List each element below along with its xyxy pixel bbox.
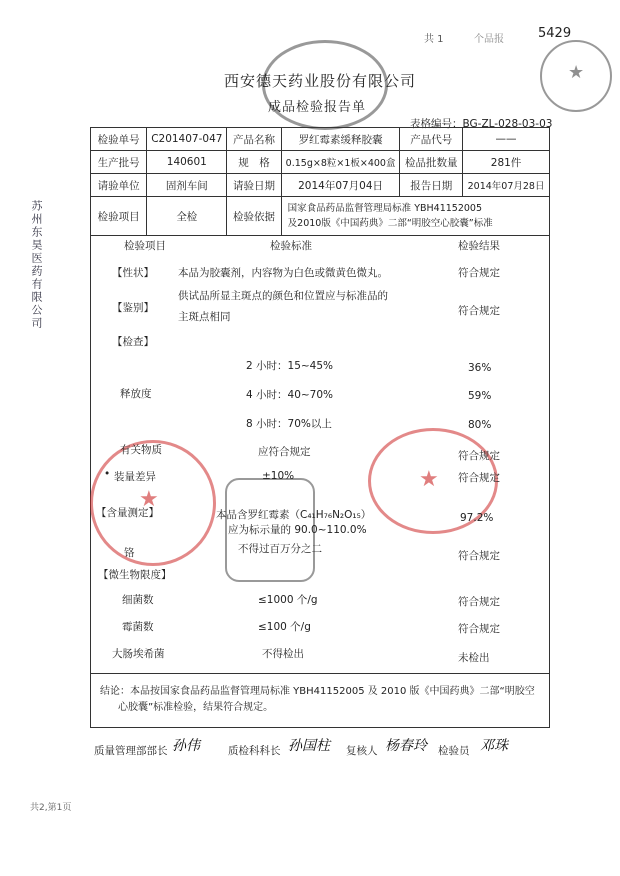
doc-number: 5429	[538, 26, 572, 41]
basis-line-1: 国家食品药品监督管理局标准 YBH41152005	[287, 203, 483, 214]
item-e-coli: 大肠埃希菌	[112, 648, 165, 660]
info-cell: 2014年07月28日	[463, 174, 550, 197]
item-microbial-limit: 【微生物限度】	[98, 569, 172, 581]
assay-standard-2: 应为标示量的 90.0~110.0%	[228, 524, 367, 536]
page-mark: 共 1	[424, 34, 444, 45]
related-substances-result: 符合规定	[458, 450, 500, 462]
assay-result: 97.2%	[460, 512, 494, 524]
release-2h-result: 36%	[468, 362, 492, 374]
qc-head-signature: 孙国柱	[288, 738, 330, 754]
col-header-result: 检验结果	[458, 240, 500, 252]
identification-standard-2: 主斑点相同	[178, 311, 231, 323]
basis-line-2: 及2010版《中国药典》二部“明胶空心胶囊”标准	[287, 218, 493, 229]
release-8h-result: 80%	[468, 419, 492, 431]
info-cell: 检验依据	[227, 197, 281, 236]
seal-star-icon: ★	[419, 467, 439, 492]
seal-star-icon: ★	[568, 62, 585, 83]
conclusion-divider	[91, 673, 549, 674]
conclusion-line-2: 心胶囊”标准检验，结果符合规定。	[118, 702, 274, 713]
side-distributor: 苏州东昊医药有限公司	[30, 200, 43, 330]
bacteria-standard: ≤1000 个/g	[258, 594, 318, 606]
info-cell: 0.15g×8粒×1板×400盒	[281, 151, 400, 174]
info-cell: 报告日期	[400, 174, 463, 197]
item-assay: 【含量测定】	[96, 507, 159, 519]
info-cell: 检验单号	[91, 128, 147, 151]
qc-head-label: 质检科科长	[228, 745, 281, 757]
item-fill-weight: 装量差异	[114, 471, 156, 483]
chromium-result: 符合规定	[458, 550, 500, 562]
item-identification: 【鉴别】	[112, 302, 154, 314]
info-table	[90, 127, 550, 236]
info-cell: 请验日期	[227, 174, 281, 197]
inspector-signature: 邓珠	[480, 738, 508, 754]
info-cell: 生产批号	[91, 151, 147, 174]
item-related-substances: 有关物质	[120, 444, 162, 456]
identification-result: 符合规定	[458, 305, 500, 317]
info-cell: 请验单位	[91, 174, 147, 197]
info-cell: 检验项目	[91, 197, 147, 236]
appearance-standard: 本品为胶囊剂，内容物为白色或微黄色微丸。	[178, 267, 388, 279]
release-2h-standard: 2 小时：15~45%	[246, 360, 334, 372]
info-row	[91, 128, 550, 151]
info-cell: 规 格	[227, 151, 281, 174]
qa-head-label: 质量管理部部长	[94, 745, 168, 757]
page-footer: 共2,第1页	[30, 803, 72, 813]
release-4h-standard: 4 小时：40~70%	[246, 389, 334, 401]
item-chromium: 铬	[124, 547, 135, 559]
identification-standard-1: 供试品所显主斑点的颜色和位置应与标准品的	[178, 290, 388, 302]
info-cell: 固剂车间	[147, 174, 227, 197]
seal-star-icon: ★	[139, 487, 159, 512]
fill-weight-standard: ±10%	[262, 470, 295, 482]
info-cell: 检品批数量	[400, 151, 463, 174]
conclusion-line-1: 结论：本品按国家食品药品监督管理局标准 YBH41152005 及 2010 版《中国药典》二部“明胶空	[100, 686, 535, 697]
info-cell: 140601	[147, 151, 227, 174]
col-header-standard: 检验标准	[270, 240, 312, 252]
e-coli-standard: 不得检出	[262, 648, 304, 660]
assay-standard-1: 本品含罗红霉素（C₄₁H₇₆N₂O₁₅）	[216, 509, 372, 521]
form-number: 表格编号：BG-ZL-028-03-03	[410, 118, 553, 130]
company-name: 西安德天药业股份有限公司	[224, 72, 417, 90]
info-cell: C201407-047	[147, 128, 227, 151]
info-row	[91, 151, 550, 174]
mold-standard: ≤100 个/g	[258, 621, 311, 633]
chromium-standard: 不得过百万分之二	[238, 543, 322, 555]
reviewer-signature: 杨春玲	[385, 738, 427, 754]
info-row	[91, 174, 550, 197]
info-cell: 产品名称	[227, 128, 281, 151]
related-substances-standard: 应符合规定	[258, 446, 311, 458]
corner-seal-gray	[540, 40, 612, 112]
qa-head-signature: 孙伟	[172, 738, 200, 754]
page-label: 个品报	[474, 34, 504, 45]
release-8h-standard: 8 小时：70%以上	[246, 418, 332, 430]
item-inspection: 【检查】	[112, 336, 154, 348]
bacteria-result: 符合规定	[458, 596, 500, 608]
info-cell: 281件	[463, 151, 550, 174]
mold-result: 符合规定	[458, 623, 500, 635]
fill-weight-result: 符合规定	[458, 472, 500, 484]
inspector-label: 检验员	[438, 745, 470, 757]
item-appearance: 【性状】	[112, 267, 154, 279]
release-4h-result: 59%	[468, 390, 492, 402]
bullet-icon: •	[104, 468, 111, 480]
info-cell: 2014年07月04日	[281, 174, 400, 197]
col-header-item: 检验项目	[124, 240, 166, 252]
info-cell: ——	[463, 128, 550, 151]
item-release-rate: 释放度	[120, 388, 152, 400]
reviewer-label: 复核人	[346, 745, 378, 757]
report-title: 成品检验报告单	[268, 100, 367, 115]
item-mold: 霉菌数	[122, 621, 154, 633]
info-cell: 罗红霉素缓释胶囊	[281, 128, 400, 151]
info-cell: 全检	[147, 197, 227, 236]
info-cell: 产品代号	[400, 128, 463, 151]
appearance-result: 符合规定	[458, 267, 500, 279]
e-coli-result: 未检出	[458, 652, 490, 664]
item-bacteria: 细菌数	[122, 594, 154, 606]
distributor-quality-seal	[90, 440, 216, 566]
